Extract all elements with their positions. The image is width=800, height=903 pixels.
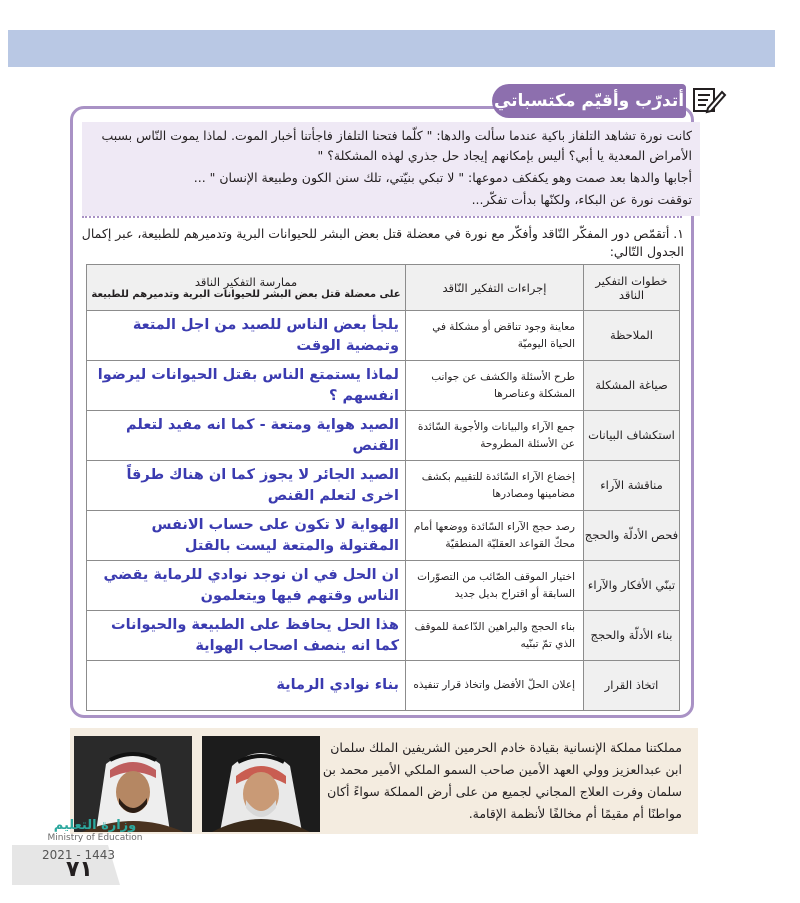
table-row bbox=[87, 561, 680, 611]
step-cell: صياغة المشكلة bbox=[584, 361, 680, 411]
critical-thinking-table bbox=[86, 264, 680, 711]
answer-field[interactable]: يلجأ بعض الناس للصيد من اجل المتعة وتمضية الوقت bbox=[87, 311, 406, 361]
year-label: 2021 - 1443 bbox=[42, 848, 116, 862]
story-line: كانت نورة تشاهد التلفاز باكية عندما سألت والدها: " كلّما فتحنا التلفاز فاجأتنا أخبار الموت. لماذا يموت النّاس بسبب bbox=[101, 128, 692, 143]
king-portrait-photo bbox=[202, 736, 320, 832]
pencil-notebook-icon bbox=[688, 84, 728, 116]
step-cell: الملاحظة bbox=[584, 311, 680, 361]
ministry-logo: وزارة التعليم Ministry of Education bbox=[47, 818, 143, 843]
procedure-cell: معاينة وجود تناقض أو مشكلة في الحياة اليوميّة bbox=[406, 311, 584, 361]
step-cell: فحص الأدلّة والحجج bbox=[584, 511, 680, 561]
story-line: أجابها والدها بعد صمت وهو يكفكف دموعها: " لا تبكي بنيّتي، تلك سنن الكون وطبيعة الإنسان " ... bbox=[193, 170, 692, 185]
section-title: أتدرّب وأقيّم مكتسباتي bbox=[492, 84, 686, 118]
table-row bbox=[87, 661, 680, 711]
table-row bbox=[87, 411, 680, 461]
procedure-cell: إعلان الحلّ الأفضل واتخاذ قرار تنفيذه bbox=[406, 661, 584, 711]
header-steps: خطوات التفكير الناقد bbox=[584, 265, 680, 311]
story-line: توقفت نورة عن البكاء، ولكنّها بدأت تفكّر... bbox=[471, 192, 692, 207]
answer-field[interactable]: لماذا يستمتع الناس بقتل الحيوانات ليرضوا انفسهم ؟ bbox=[87, 361, 406, 411]
step-cell: اتخاذ القرار bbox=[584, 661, 680, 711]
page-number-badge bbox=[12, 845, 120, 885]
notice-line: مواطنًا أم مقيمًا أم مخالفًا لأنظمة الإقامة. bbox=[468, 806, 682, 821]
procedure-cell: رصد حجج الآراء السّائدة ووضعها أمام محكّ القواعد العقليّة المنطقيّة bbox=[406, 511, 584, 561]
story-box bbox=[82, 122, 700, 216]
table-row bbox=[87, 461, 680, 511]
procedure-cell: جمع الآراء والبيانات والأجوبة السّائدة عن الأسئلة المطروحة bbox=[406, 411, 584, 461]
table-row bbox=[87, 511, 680, 561]
answer-field[interactable]: الهواية لا تكون على حساب الانفس المقتولة والمتعة ليست بالقتل bbox=[87, 511, 406, 561]
table-row bbox=[87, 311, 680, 361]
table-row bbox=[87, 611, 680, 661]
page-number: ٧١ bbox=[66, 857, 93, 882]
top-color-band bbox=[8, 30, 775, 67]
procedure-cell: إخضاع الآراء السّائدة للتقييم بكشف مضامينها ومصادرها bbox=[406, 461, 584, 511]
answer-field[interactable]: ان الحل في ان نوجد نوادي للرماية يقضي الناس وقتهم فيها ويتعلمون bbox=[87, 561, 406, 611]
divider bbox=[82, 216, 682, 218]
answer-field[interactable]: بناء نوادي الرماية bbox=[87, 661, 406, 711]
table-row bbox=[87, 361, 680, 411]
answer-field[interactable]: الصيد الجائر لا يجوز كما ان هناك طرقاً اخرى لتعلم القنص bbox=[87, 461, 406, 511]
step-cell: بناء الأدلّة والحجج bbox=[584, 611, 680, 661]
procedure-cell: اختيار الموقف الصّائب من التصوّرات السابقة أو اقتراح بديل جديد bbox=[406, 561, 584, 611]
step-cell: مناقشة الآراء bbox=[584, 461, 680, 511]
procedure-cell: بناء الحجج والبراهين الدّاعمة للموقف الذي تمّ تبنّيه bbox=[406, 611, 584, 661]
notice-line: مملكتنا مملكة الإنسانية بقيادة خادم الحرمين الشريفين الملك سلمان bbox=[330, 740, 682, 755]
notice-line: سلمان وفرت العلاج المجاني لجميع من على أرض المملكة سواءً أكان bbox=[327, 784, 682, 799]
procedure-cell: طرح الأسئلة والكشف عن جوانب المشكلة وعناصرها bbox=[406, 361, 584, 411]
answer-field[interactable]: هذا الحل يحافظ على الطبيعة والحيوانات كما انه ينصف اصحاب الهواية bbox=[87, 611, 406, 661]
answer-field[interactable]: الصيد هواية ومتعة - كما انه مفيد لتعلم القنص bbox=[87, 411, 406, 461]
step-cell: تبنّي الأفكار والآراء bbox=[584, 561, 680, 611]
story-line: الأمراض المعدية يا أبي؟ أليس بإمكانهم إيجاد حل جذري لهذه المشكلة؟ " bbox=[317, 148, 692, 163]
instruction-line: ١. أتقمّص دور المفكّر النّاقد وأفكّر مع نورة في معضلة قتل بعض البشر للحيوانات البرية وتدميرهم للطبيعة، عبر إكمال bbox=[81, 226, 684, 241]
step-cell: استكشاف البيانات bbox=[584, 411, 680, 461]
notice-line: ابن عبدالعزيز وولي العهد الأمين صاحب السمو الملكي الأمير محمد بن bbox=[322, 762, 682, 777]
instruction-line: الجدول التّالي: bbox=[609, 244, 684, 259]
header-practice: ممارسة التفكير الناقد على معضلة قتل بعض البشر للحيوانات البرية وتدميرهم للطبيعة bbox=[87, 265, 406, 311]
header-procedures: إجراءات التفكير النّاقد bbox=[406, 265, 584, 311]
